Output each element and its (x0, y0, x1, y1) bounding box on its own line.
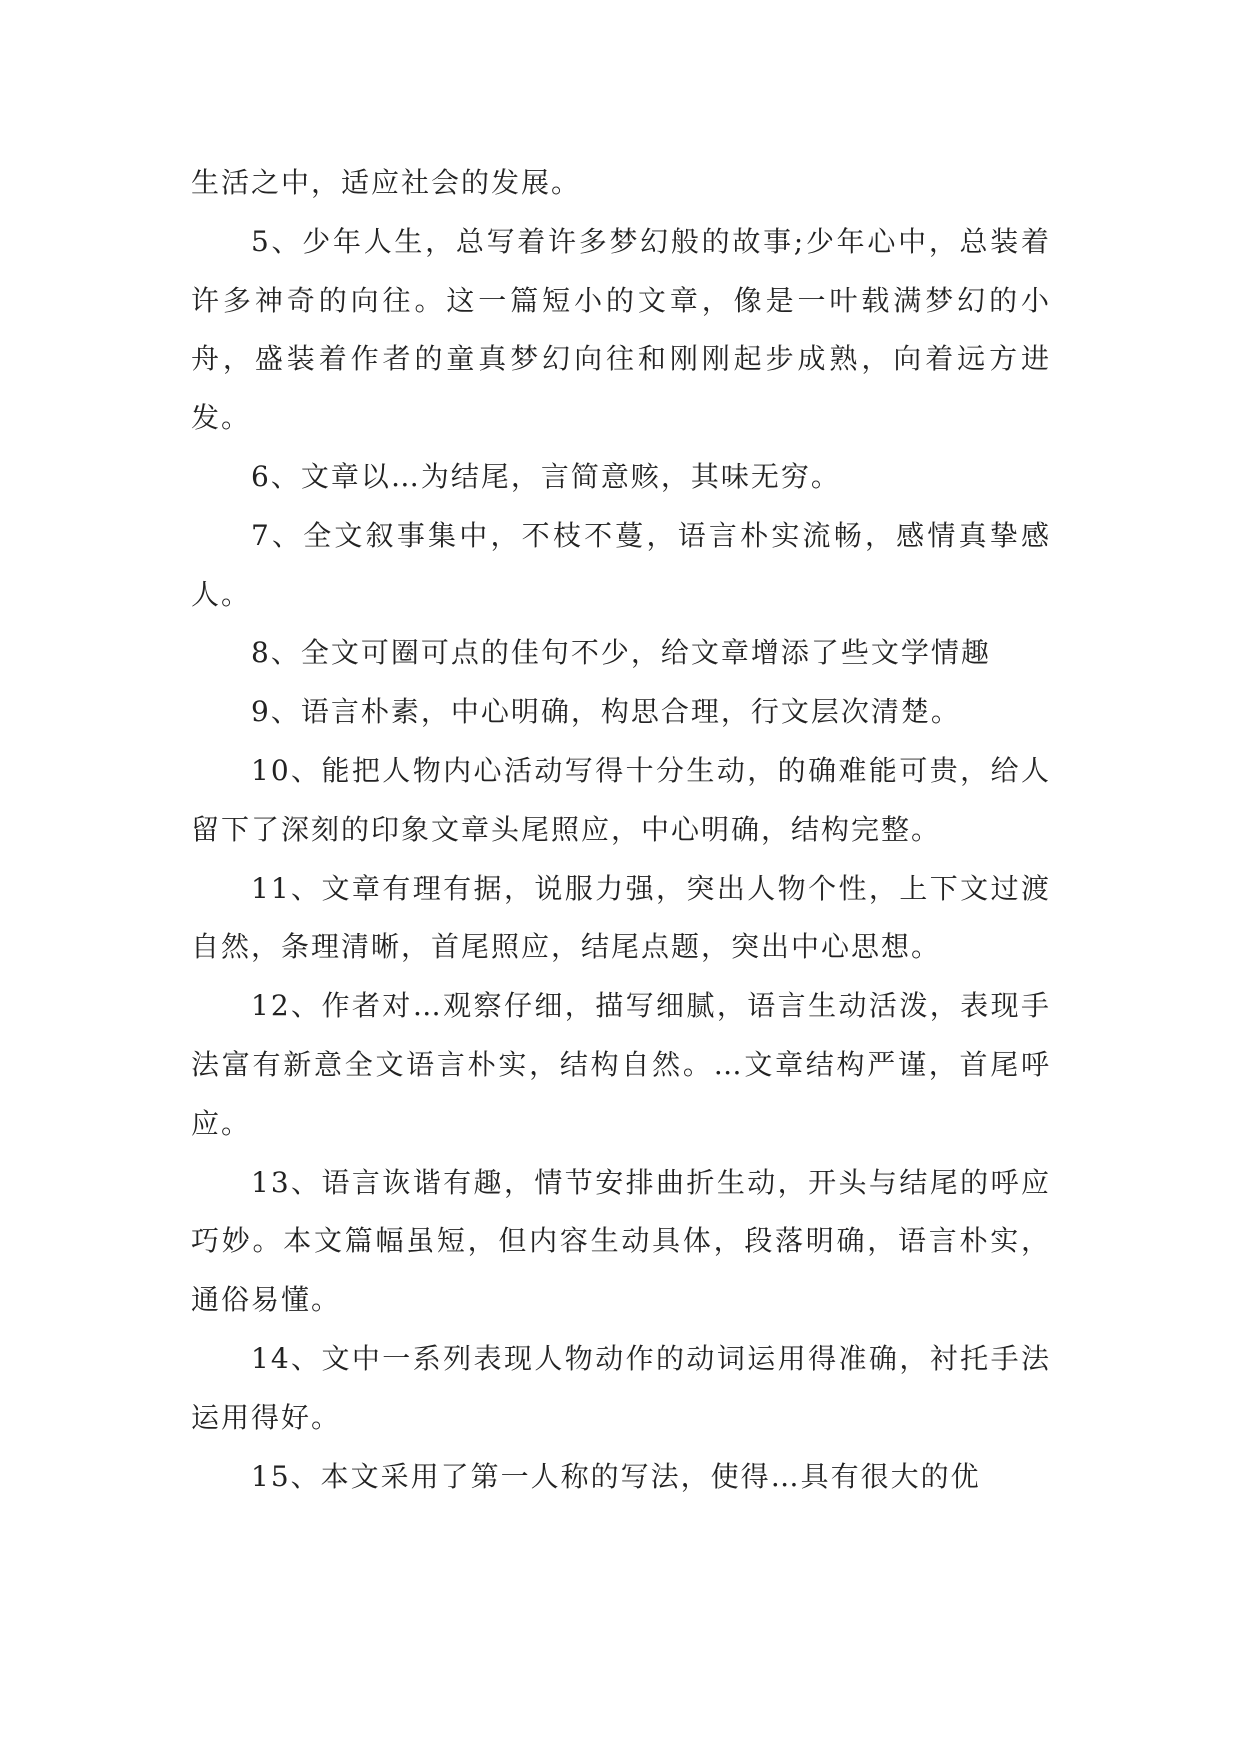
paragraph-item-9: 9、语言朴素，中心明确，构思合理，行文层次清楚。 (251, 695, 961, 729)
paragraph-item-6: 6、文章以…为结尾，言简意赅，其味无穷。 (251, 459, 841, 493)
paragraph-item-8: 8、全文可圈可点的佳句不少，给文章增添了些文学情趣 (251, 636, 991, 670)
paragraph-item-5: 5、少年人生，总写着许多梦幻般的故事;少年心中，总装着许多神奇的向往。这一篇短小的文章，像是一叶载满梦幻的小舟，盛装着作者的童真梦幻向往和刚刚起步成熟，向着远方进发。 (191, 224, 1051, 435)
paragraph-item-12: 12、作者对…观察仔细，描写细腻，语言生动活泼，表现手法富有新意全文语言朴实，结构自然。…文章结构严谨，首尾呼应。 (191, 989, 1051, 1140)
paragraph-item-10: 10、能把人物内心活动写得十分生动，的确难能可贵，给人留下了深刻的印象文章头尾照应，中心明确，结构完整。 (191, 753, 1051, 846)
paragraph-item-13: 13、语言诙谐有趣，情节安排曲折生动，开头与结尾的呼应巧妙。本文篇幅虽短，但内容生动具体，段落明确，语言朴实，通俗易懂。 (191, 1165, 1051, 1317)
paragraph-item-11: 11、文章有理有据，说服力强，突出人物个性，上下文过渡自然，条理清晰，首尾照应，结尾点题，突出中心思想。 (191, 871, 1051, 964)
paragraph-item-14: 14、文中一系列表现人物动作的动词运用得准确，衬托手法运用得好。 (191, 1341, 1051, 1434)
paragraph-continuation: 生活之中，适应社会的发展。 (191, 166, 582, 199)
paragraph-item-7: 7、全文叙事集中，不枝不蔓，语言朴实流畅，感情真挚感人。 (191, 518, 1051, 611)
paragraph-item-15: 15、本文采用了第一人称的写法，使得…具有很大的优 (251, 1459, 981, 1493)
body-text (191, 154, 1051, 1506)
